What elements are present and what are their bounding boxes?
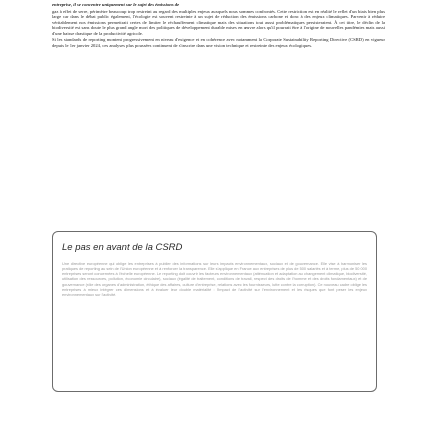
lead-paragraph: [52, 2, 385, 8]
csrd-sidebar-box: [52, 231, 377, 392]
box-body-text: Une directive européenne qui oblige les entreprises à publier des informations sur leurs impacts environnementaux, sociaux et de gouvernance. Elle vise à harmoniser les pratiques de reporting au sein de l'Union européenne et à renforcer la transparence. Elle s'applique en France aux entreprises de plus de 500 salariés et à terme, plus de 50 000 entreprises seront concernées à l'échelle européenne. Le reporting doit couvrir les facteurs environnementaux (atténuation et adaptation au changement climatique, biodiversité, utilisation des ressources, pollution, économie circulaire), sociaux (égalité de traitement, conditions de travail, respect des droits de l'homme et des droits fondamentaux) et de gouvernance (rôle des organes d'administration, éthique des affaires, culture d'entreprise, relations avec les fournisseurs, lutte contre la corruption). Ce nouveau cadre oblige les entreprises à mieux intégrer ces dimensions et à évaluer leur double matérialité : l'impact de l'activité sur l'environnement et les risques que font peser les enjeux environnementaux sur l'activité.: [62, 261, 367, 297]
lead-bold-text: entreprise, il se concentre uniquement sur le sujet des émissions de: [52, 2, 180, 7]
article-paragraph-1: gaz à effet de serre, périmètre beaucoup trop restreint au regard des multiples enjeux auxquels nous sommes confrontés. Cette restriction est en réalité le reflet d'un biais bien plus large car dans le débat public également, l'écologie est souvent restreinte à un sujet de réduction des émissions carbone et donc à des enjeux climatiques. Parvenir à réduire véritablement nos émissions permettrait certes de limiter le réchauffement climatique mais des situations tout aussi problématiques persisteraient. À cet titre, le déclin de la biodiversité est sans doute le plus grand angle mort des politiques de développement durable mises en œuvre alors qu'il pourrait être à l'origine de nouvelles pandémies mais aussi d'une baisse drastique de la productivité agricole.: [52, 8, 385, 36]
box-title: Le pas en avant de la CSRD: [62, 242, 183, 253]
article-text: [52, 2, 385, 48]
article-paragraph-2: Si les standards de reporting montent progressivement en niveau d'exigence et en cohérence avec notamment la Corporate Sustainability Reporting Directive (CSRD) en vigueur depuis le 1er janvier 2024, ces analyses plus poussées continuent de s'inscrire dans une vision technique et restreinte des enjeux écologiques.: [52, 37, 385, 48]
